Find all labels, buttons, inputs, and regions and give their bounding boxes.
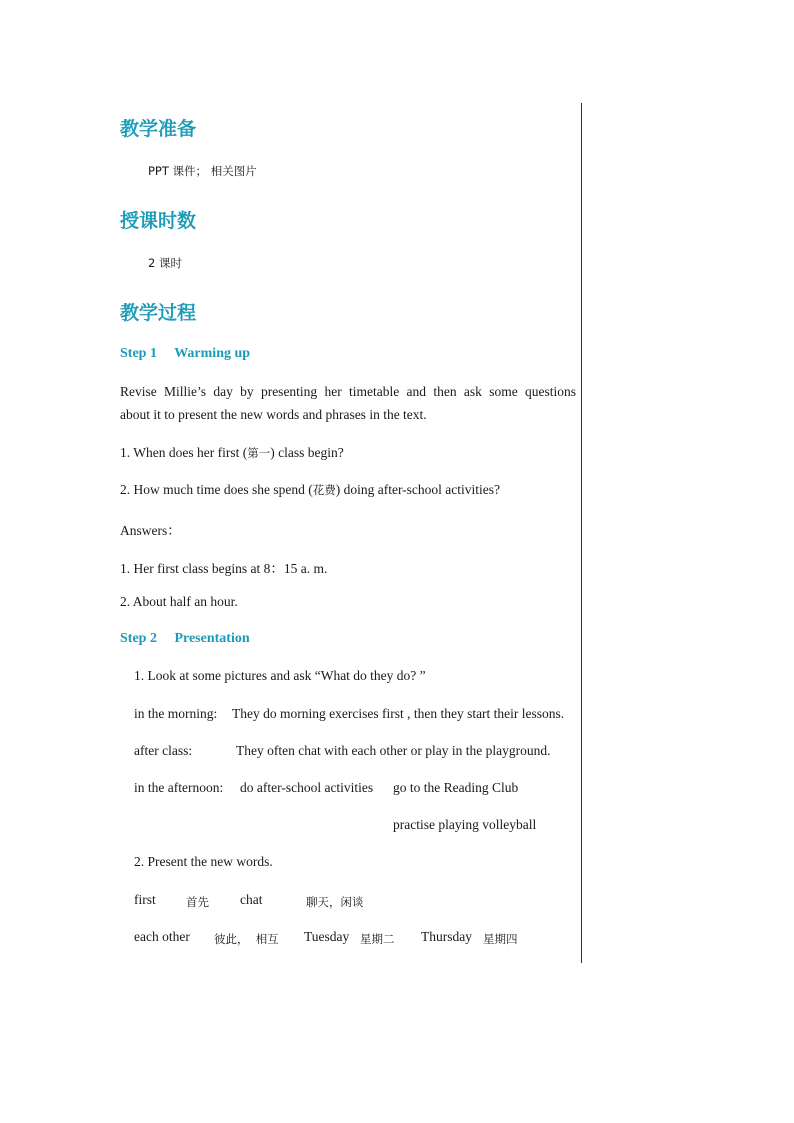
word-tuesday-cn: 星期二 — [360, 932, 395, 946]
question-1-part-b: ) class begin? — [270, 445, 344, 460]
hours-text: 2 课时 — [148, 256, 182, 270]
row-after-class-text: They often chat with each other or play in the playground. — [236, 743, 551, 758]
question-1 — [120, 445, 344, 461]
process-heading: 教学过程 — [120, 302, 197, 324]
step1-intro-line1: Revise Millie’s day by presenting her timetable and then ask some questions — [120, 384, 576, 399]
hours-heading: 授课时数 — [120, 210, 197, 232]
prep-text: PPT 课件； 相关图片 — [148, 164, 257, 178]
question-2-part-b: ) doing after-school activities? — [335, 482, 501, 497]
answer-2: 2. About half an hour. — [120, 594, 238, 609]
table-right-border — [581, 103, 582, 963]
question-2-part-a: 2. How much time does she spend ( — [120, 482, 313, 497]
word-first-cn: 首先 — [186, 895, 209, 909]
answers-label: Answers： — [120, 523, 181, 538]
row-morning-text: They do morning exercises first , then they start their lessons. — [232, 706, 565, 721]
row-after-class-label: after class: — [134, 743, 193, 758]
question-1-part-a: 1. When does her first ( — [120, 445, 248, 460]
step1-intro-line2: about it to present the new words and phrases in the text. — [120, 407, 427, 422]
word-each-other-cn: 彼此， 相互 — [214, 932, 279, 946]
step2-heading: Step 2 Presentation — [120, 631, 250, 646]
question-2-cjk: 花费 — [312, 483, 336, 497]
row-afternoon-extra: go to the Reading Club — [393, 780, 519, 795]
row-morning-label: in the morning: — [134, 706, 218, 721]
answer-1: 1. Her first class begins at 8：15 a. m. — [120, 561, 328, 576]
step2-item-2: 2. Present the new words. — [134, 854, 273, 869]
word-thursday-cn: 星期四 — [483, 932, 518, 946]
row-afternoon-extra-2: practise playing volleyball — [393, 817, 537, 832]
step2-item-1: 1. Look at some pictures and ask “What do they do? ” — [134, 668, 426, 683]
word-tuesday: Tuesday — [304, 929, 350, 944]
question-1-cjk: 第一 — [247, 446, 271, 460]
word-chat-cn: 聊天，闲谈 — [306, 895, 364, 909]
row-afternoon-text: do after-school activities — [240, 780, 374, 795]
step1-heading: Step 1 Warming up — [120, 346, 251, 361]
question-2 — [120, 482, 500, 498]
word-thursday: Thursday — [421, 929, 472, 944]
word-chat: chat — [240, 892, 263, 907]
word-first: first — [134, 892, 156, 907]
prep-heading: 教学准备 — [120, 118, 197, 140]
row-afternoon-label: in the afternoon: — [134, 780, 224, 795]
word-each-other: each other — [134, 929, 190, 944]
